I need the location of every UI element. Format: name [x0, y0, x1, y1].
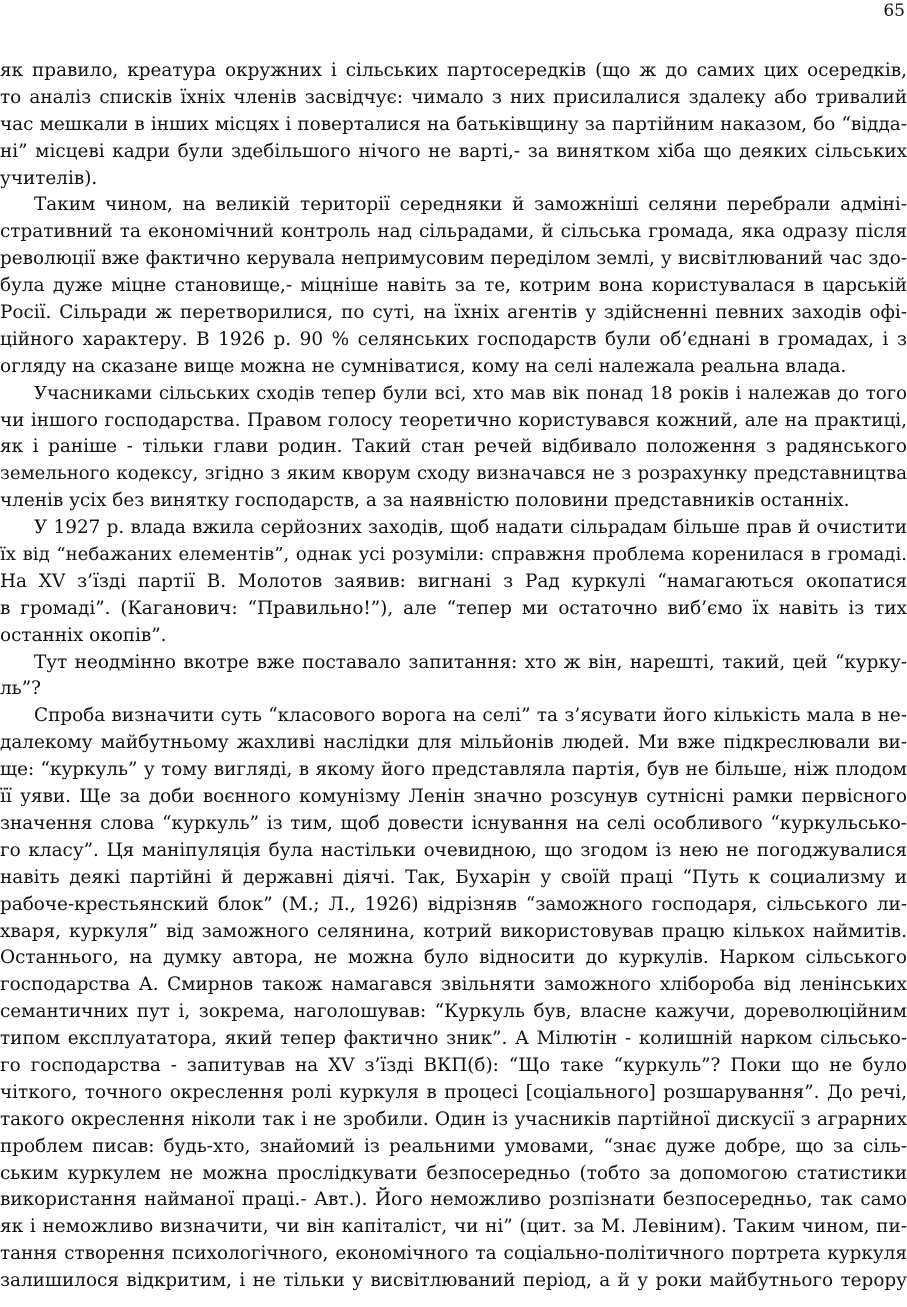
text-line: революції вже фактично керувала непримусовим переділом землі, у висвітлюваний час здо-	[0, 248, 907, 270]
text-line: стративний та економічний контроль над сільрадами, й сільська громада, яка одразу після	[0, 221, 907, 243]
text-line: тання створення психологічного, економічного та соціально-політичного портрета куркуля	[0, 1243, 907, 1265]
text-line: далекому майбутньому жахливі наслідки для мільйонів людей. Ми вже підкреслювали ви-	[0, 732, 907, 754]
text-line: як правило, креатура окружних і сільських партосередків (що ж до самих цих осередків,	[0, 60, 907, 81]
body-text	[0, 58, 907, 1295]
text-line: земельного кодексу, згідно з яким кворум сходу визначався не з розрахунку представництва	[0, 463, 907, 485]
text-line: то аналіз списків їхніх членів засвідчує: чимало з них присилалися здалеку або тривалий	[0, 86, 907, 108]
text-line: як і раніше - тільки глави родин. Такий стан речей відбивало положення з радянського	[0, 436, 907, 458]
paragraph	[0, 192, 907, 380]
text-line: рабоче-крестьянский блок” (М.; Л., 1926) відрізняв “заможного господаря, сільського ли-	[0, 893, 907, 915]
text-line: ль”?	[0, 678, 41, 700]
text-line: ційного характеру. В 1926 р. 90 % селянських господарств були об’єднані в громадах, і з	[0, 328, 907, 350]
text-line: хваря, куркуля” від заможного селянина, котрий використовував працю кількох наймитів.	[0, 920, 907, 942]
text-line: членів усіх без винятку господарств, а за наявністю половини представників останніх.	[0, 490, 850, 512]
text-line: чи іншого господарства. Правом голосу теоретично користувався кожний, але на практиці,	[0, 409, 907, 431]
text-line: залишилося відкритим, і не тільки у висвітлюваний період, а й у роки майбутнього терору	[0, 1270, 907, 1292]
text-line: час мешкали в інших місцях і поверталися на батьківщину за партійним наказом, бо “відда-	[0, 113, 907, 135]
text-line: такого окреслення ніколи так і не зробили. Один із учасників партійної дискусії з аграрних	[0, 1108, 907, 1130]
text-line: її уяви. Ще за доби воєнного комунізму Ленін значно розсунув сутнісні рамки первісного	[0, 786, 907, 808]
paragraph	[0, 381, 907, 515]
text-line: го класу”. Ця маніпуляція була настільки очевидною, що згодом із нею не погоджувалися	[0, 839, 907, 861]
paragraph	[0, 58, 907, 192]
text-line: була дуже міцне становище,- міцніше навіть за те, котрим вона користувалася в царській	[0, 275, 907, 297]
text-line: типом експлуататора, який тепер фактично зник”. А Мілютін - колишній нарком сільсько-	[0, 1028, 907, 1050]
text-line: Таким чином, на великій території середняки й заможніші селяни перебрали адміні-	[34, 194, 907, 216]
text-line: їх від “небажаних елементів”, однак усі розуміли: справжня проблема коренилася в громаді.	[0, 544, 907, 566]
page-number: 65	[883, 1, 905, 21]
paragraph	[0, 650, 907, 704]
text-line: На XV з’їзді партії В. Молотов заявив: вигнані з Рад куркулі “намагаються окопатися	[0, 570, 907, 592]
paragraph	[0, 703, 907, 1295]
text-line: Останнього, на думку автора, не можна було відносити до куркулів. Нарком сільського	[0, 947, 907, 969]
text-line: господарства А. Смирнов також намагався звільняти заможного хлібороба від ленінських	[0, 974, 907, 996]
text-line: го господарства - запитував на XV з’їзді ВКП(б): “Що таке “куркуль”? Поки що не було	[0, 1054, 907, 1076]
text-line: як і неможливо визначити, чи він капіталіст, чи ні” (цит. за М. Левіним). Таким чином, пи-	[0, 1216, 907, 1238]
text-line: огляду на сказане вище можна не сумніватися, кому на селі належала реальна влада.	[0, 355, 847, 377]
text-line: останніх окопів”.	[0, 624, 167, 646]
text-line: ським куркулем не можна прослідкувати безпосередньо (тобто за допомогою статистики	[0, 1162, 907, 1184]
text-line: Тут неодмінно вкотре вже поставало запитання: хто ж він, нарешті, такий, цей “курку-	[34, 651, 907, 673]
text-line: використання найманої праці.- Авт.). Його неможливо розпізнати безпосередньо, так само	[0, 1189, 907, 1211]
text-line: навіть деякі партійні й державні діячі. Так, Бухарін у своїй праці “Путь к социализму и	[0, 866, 907, 888]
text-line: чіткого, точного окреслення ролі куркуля в процесі [соціального] розшарування”. До речі,	[0, 1081, 907, 1103]
text-line: ще: “куркуль” у тому вигляді, в якому його представляла партія, був не більше, ніж плодом	[0, 759, 907, 781]
text-line: ні” місцеві кадри були здебільшого нічого не варті,- за винятком хіба що деяких сільських	[0, 140, 907, 162]
text-line: Учасниками сільських сходів тепер були всі, хто мав вік понад 18 років і належав до того	[34, 382, 907, 404]
text-line: семантичних пут і, зокрема, наголошував: “Куркуль був, власне кажучи, дореволюційним	[0, 1001, 907, 1023]
text-line: Росії. Сільради ж перетворилися, по суті, на їхніх агентів у здійсненні певних заходів офі-	[0, 302, 907, 324]
text-line: Спроба визначити суть “класового ворога на селі” та з’ясувати його кількість мала в не-	[34, 705, 907, 727]
paragraph	[0, 515, 907, 649]
text-line: значення слова “куркуль” із тим, щоб довести існування на селі особливого “куркульсько-	[0, 812, 907, 834]
text-line: учителів).	[0, 167, 98, 189]
text-line: У 1927 р. влада вжила серйозних заходів, щоб надати сільрадам більше прав й очистити	[34, 517, 907, 539]
text-line: проблем писав: будь-хто, знайомий із реальними умовами, “знає дуже добре, що за сіль-	[0, 1135, 907, 1157]
text-line: в громаді”. (Каганович: “Правильно!”), але “тепер ми остаточно виб’ємо їх навіть із тих	[0, 597, 907, 619]
